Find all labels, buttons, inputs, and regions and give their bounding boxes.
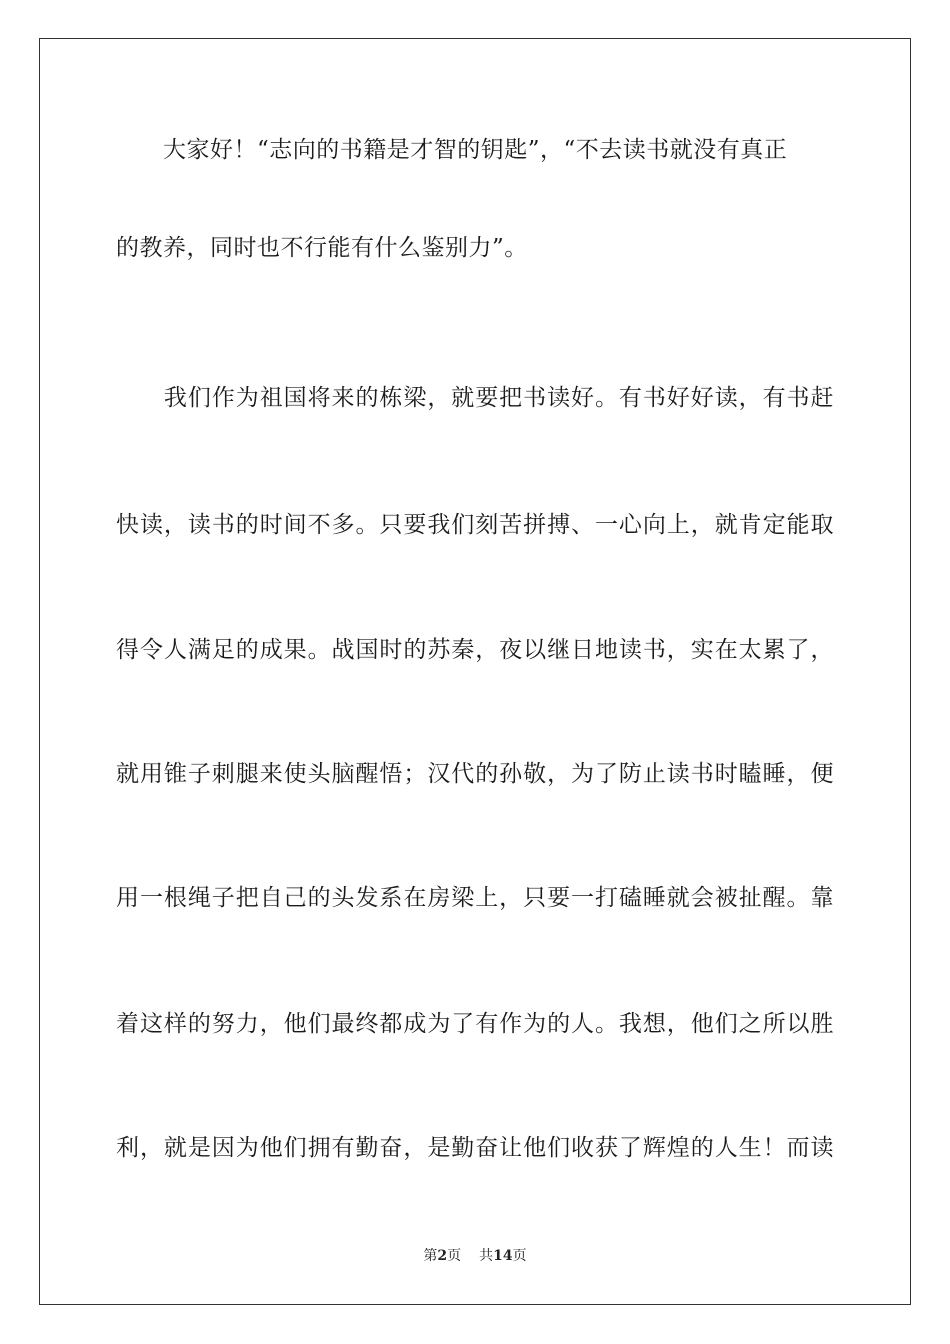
text-line-2: 的教养，同时也不行能有什么鉴别力”。 [116, 235, 528, 261]
text-line-8: 着这样的努力，他们最终都成为了有作为的人。我想，他们之所以胜 [116, 1011, 834, 1037]
total-suffix: 页 [512, 1248, 527, 1264]
page-footer [0, 1246, 950, 1266]
page-prefix: 第 [423, 1248, 438, 1264]
text-line-6: 就用锥子刺腿来使头脑醒悟；汉代的孙敬，为了防止读书时瞌睡，便 [116, 761, 834, 787]
text-line-1: 大家好！“志向的书籍是才智的钥匙”，“不去读书就没有真正 [116, 137, 788, 163]
text-line-3: 我们作为祖国将来的栋梁，就要把书读好。有书好好读，有书赶 [116, 385, 834, 411]
text-line-4: 快读，读书的时间不多。只要我们刻苦拼搏、一心向上，就肯定能取 [116, 512, 834, 538]
page-suffix: 页 [447, 1248, 462, 1264]
total-pages: 14 [493, 1248, 513, 1264]
page-number: 2 [437, 1248, 448, 1264]
text-line-5: 得令人满足的成果。战国时的苏秦，夜以继日地读书，实在太累了， [116, 637, 834, 663]
text-line-9: 利，就是因为他们拥有勤奋，是勤奋让他们收获了辉煌的人生！而读 [116, 1135, 834, 1161]
total-prefix: 共 [479, 1248, 494, 1264]
text-line-7: 用一根绳子把自己的头发系在房梁上，只要一打磕睡就会被扯醒。靠 [116, 885, 834, 911]
